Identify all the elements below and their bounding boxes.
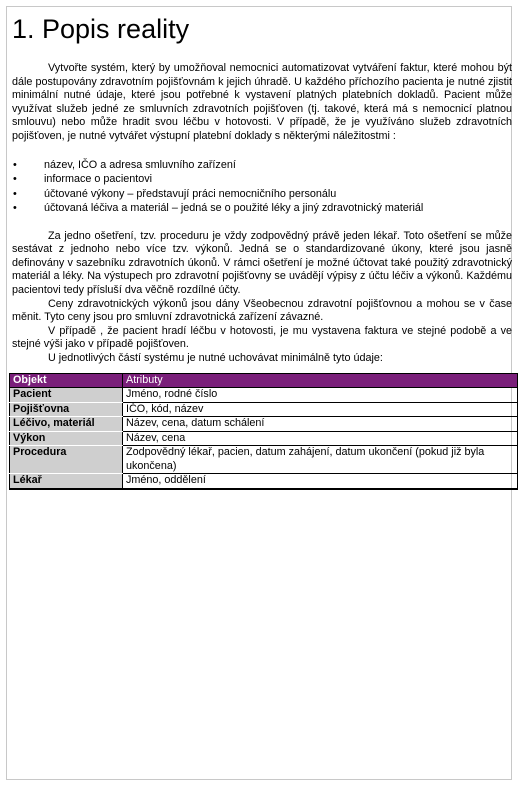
table-cell-object: Výkon xyxy=(10,431,123,446)
table-header-attributes: Atributy xyxy=(123,373,518,388)
bullet-list xyxy=(12,158,512,216)
table-header-row xyxy=(10,373,518,388)
table-cell-attributes: IČO, kód, název xyxy=(123,402,518,417)
paragraph-cash: V případě , že pacient hradí léčbu v hotovosti, je mu vystavena faktura ve stejné podobě a ve stejné výši jako v případě pojišťoven. xyxy=(12,324,512,351)
bullet-icon: • xyxy=(13,173,17,186)
table-cell-object: Léčivo, materiál xyxy=(10,417,123,432)
list-item: • účtované výkony – představují práci nemocničního personálu xyxy=(13,187,337,200)
table-header-object: Objekt xyxy=(10,373,123,388)
table-row xyxy=(10,431,518,446)
paragraph-procedure: Za jedno ošetření, tzv. proceduru je vždy zodpovědný právě jeden lékař. Toto ošetření se může sestávat z jednoho nebo více tzv. výkonů. Jedná se o standardizované úkony, které jsou jasně definovány v sazebníku zdravotních úkonů. V rámci ošetření je možné účtovat také použitý zdravotnický materiál a léky. Na výstupech pro zdravotní pojišťovny se uvádějí výpisy z účtu léčiv a výkonů. Každému pacientovi tedy přísluší dva věčně rozdílné účty. xyxy=(12,229,512,296)
table-row xyxy=(10,474,518,489)
paragraph-attributes-intro: U jednotlivých částí systému je nutné uchovávat minimálně tyto údaje: xyxy=(48,351,383,364)
bullet-icon: • xyxy=(13,158,17,171)
table-cell-attributes: Název, cena xyxy=(123,431,518,446)
table-row xyxy=(10,388,518,403)
list-item: • účtovaná léčiva a materiál – jedná se o použité léky a jiný zdravotnický materiál xyxy=(13,202,424,215)
table-cell-object: Procedura xyxy=(10,446,123,474)
table-cell-attributes: Název, cena, datum schálení xyxy=(123,417,518,432)
table-row xyxy=(10,417,518,432)
paragraph-intro: Vytvořte systém, který by umožňoval nemocnici automatizovat vytváření faktur, které mohou být dále postupovány zdravotním pojišťovnám k jejich úhradě. U každého příchozího pacienta je nutné zjistit minimální nutné údaje, které jsou potřebné k vystavení platných platebních dokladů. Pacient může využívat služeb jedné ze smluvních zdravotních pojišťoven (tj. takové, která má s nemocnicí platnou smlouvu) nebo může hradit svou léčbu v hotovosti. V případě, že je využíváno služeb zdravotních pojišťoven, je nutné vytvářet výstupní platební doklady s některými náležitostmi : xyxy=(12,62,512,142)
list-item: • název, IČO a adresa smluvního zařízení xyxy=(13,158,236,171)
paragraph-prices: Ceny zdravotnických výkonů jsou dány Všeobecnou zdravotní pojišťovnou a mohou se v čase měnit. Tyto ceny jsou pro smluvní zdravotnická zařízení závazné. xyxy=(12,297,512,324)
table-cell-attributes: Zodpovědný lékař, pacien, datum zahájení, datum ukončení (pokud již byla ukončena) xyxy=(123,446,518,474)
document-page xyxy=(6,6,512,780)
page-title: 1. Popis reality xyxy=(12,14,190,44)
table-cell-attributes: Jméno, rodné číslo xyxy=(123,388,518,403)
list-item: • informace o pacientovi xyxy=(13,173,153,186)
document-content xyxy=(12,12,512,490)
table-row xyxy=(10,446,518,474)
table-cell-object: Pacient xyxy=(10,388,123,403)
table-cell-object: Lékař xyxy=(10,474,123,489)
bullet-icon: • xyxy=(13,187,17,200)
table-row xyxy=(10,402,518,417)
bullet-icon: • xyxy=(13,202,17,215)
table-cell-object: Pojišťovna xyxy=(10,402,123,417)
attributes-table xyxy=(9,373,518,490)
table-cell-attributes: Jméno, oddělení xyxy=(123,474,518,489)
